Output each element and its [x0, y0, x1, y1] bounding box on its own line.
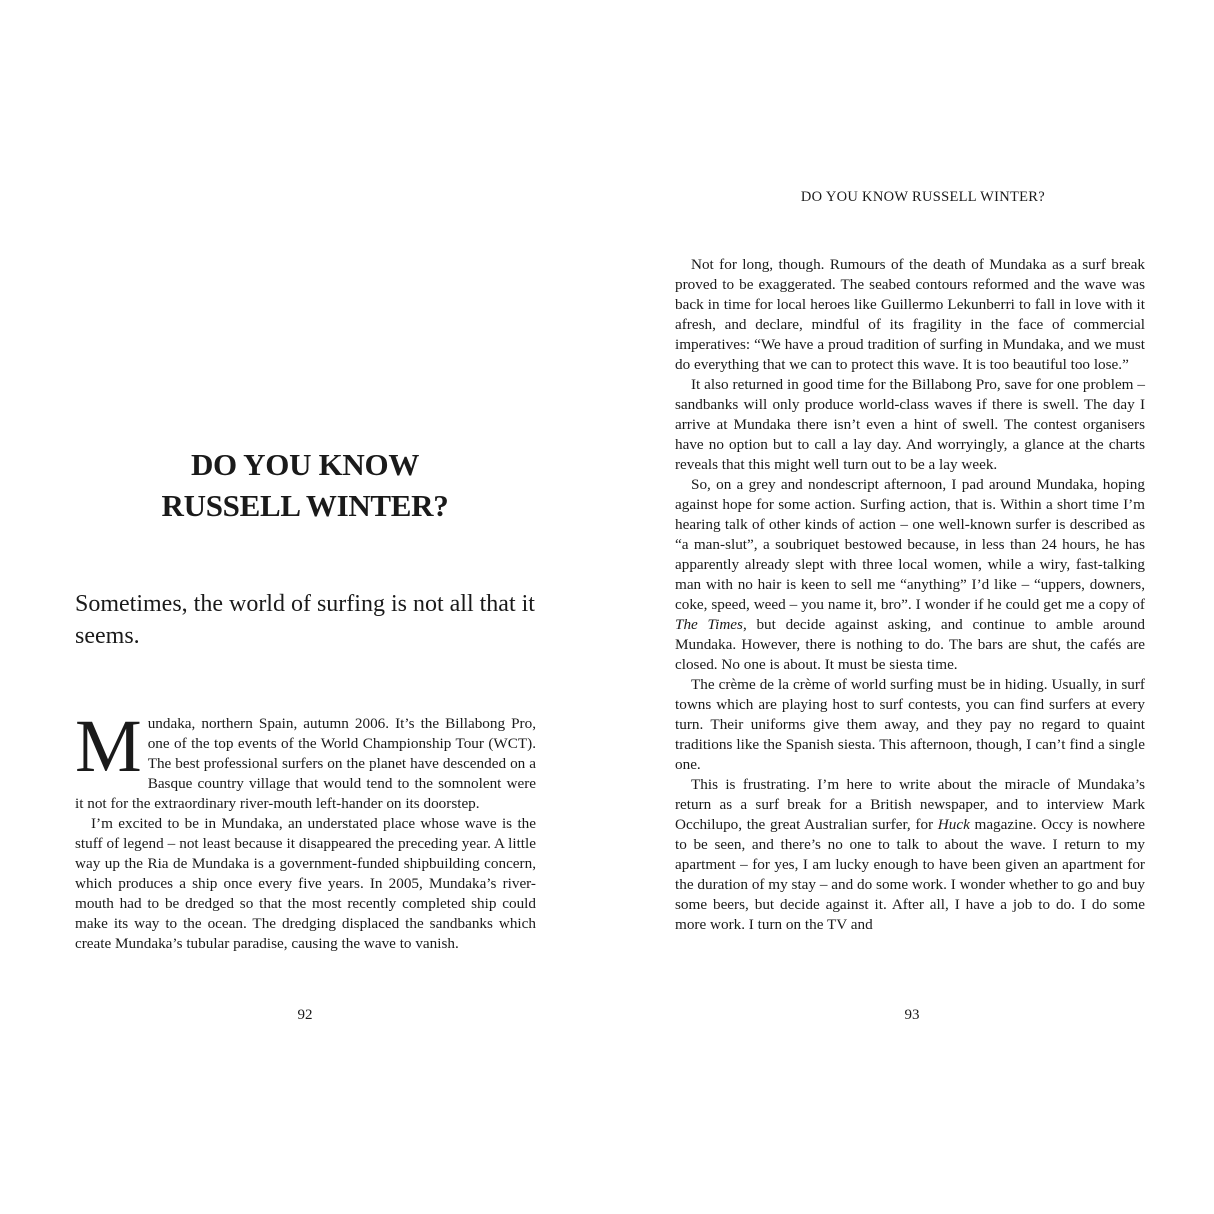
paragraph: It also returned in good time for the Billabong Pro, save for one problem – sandbanks will only produce world-class waves if there is swell. The day I arrive at Mundaka there isn’t even a hint of swell. The contest organisers have no option but to call a lay day. And worryingly, a glance at the charts reveals that this might well turn out to be a lay week. [675, 376, 1145, 473]
paragraph-text: So, on a grey and nondescript afternoon, I pad around Mundaka, hoping against hope for some action. Surfing action, that is. Within a short time I’m hearing talk of other kinds of action – one well-known surfer is described as “a man-slut”, a soubriquet bestowed because, in less than 24 hours, he has apparently already slept with three local women, while a wiry, fast-talking man with no hair is keen to sell me “anything” I’d like – “uppers, downers, coke, speed, weed – you name it, bro”. I wonder if he could get me a copy of [675, 476, 1145, 613]
paragraph: The crème de la crème of world surfing must be in hiding. Usually, in surf towns which are playing host to surf contests, you can find surfers at every turn. Their uniforms give them away, and they pay no regard to quaint traditions like the Spanish siesta. This afternoon, though, I can’t find a single one. [675, 676, 1145, 773]
paragraph-text: magazine. Occy is nowhere to be seen, and there’s no one to talk to about the wave. I return to my apartment – for yes, I am lucky enough to have been given an apartment for the duration of my stay – and do some work. I wonder whether to go and buy some beers, but decide against it. After all, I have a job to do. I do some more work. I turn on the TV and [675, 816, 1145, 933]
magazine-title: Huck [937, 816, 970, 833]
paragraph: I’m excited to be in Mundaka, an understated place whose wave is the stuff of legend – not least because it disappeared the preceding year. A little way up the Ria de Mundaka is a government-funded shipbuilding concern, which produces a ship once every five years. In 2005, Mundaka’s river-mouth had to be dredged so that the most recently completed ship could make its way to the ocean. The dredging displaced the sandbanks which create Mundaka’s tubular paradise, causing the wave to vanish. [75, 815, 536, 952]
running-head: DO YOU KNOW RUSSELL WINTER? [800, 189, 1045, 205]
right-body-text [675, 255, 1145, 935]
newspaper-title: The Times [675, 616, 743, 633]
paragraph: Not for long, though. Rumours of the death of Mundaka as a surf break proved to be exaggerated. The seabed contours reformed and the wave was back in time for local heroes like Guillermo Lekunberri to fall in love with it afresh, and declare, mindful of its fragility in the face of commercial imperatives: “We have a proud tradition of surfing in Mundaka, and we must do everything that we can to protect this wave. It is too beautiful too lose.” [675, 256, 1145, 373]
paragraph [675, 775, 1145, 935]
page-number: 93 [904, 1007, 920, 1023]
chapter-title [75, 444, 535, 526]
paragraph [675, 475, 1145, 675]
paragraph-text: undaka, northern Spain, autumn 2006. It’s the Billabong Pro, one of the top events of the World Championship Tour (WCT). The best professional surfers on the planet have descended on a Basque country village that would tend to the somnolent were it not for the extraordinary river-mouth left-hander on its doorstep. [75, 715, 536, 812]
paragraph [75, 705, 536, 814]
paragraph-text: This is frustrating. I’m here to write about the miracle of Mundaka’s return as a surf break for a British newspaper, and to interview Mark Occhilupo, the great Australian surfer, for [675, 776, 1145, 833]
drop-cap: M [75, 705, 142, 788]
page-number: 92 [297, 1007, 313, 1023]
chapter-title-line2: RUSSELL WINTER? [161, 488, 449, 523]
chapter-title-line1: DO YOU KNOW [190, 447, 420, 482]
chapter-subtitle: Sometimes, the world of surfing is not all that it seems. [75, 591, 535, 649]
paragraph-text: , but decide against asking, and continue to amble around Mundaka. However, there is nothing to do. The bars are shut, the cafés are closed. No one is about. It must be siesta time. [675, 616, 1146, 673]
left-body-text [75, 705, 536, 954]
right-page [607, 0, 1214, 1214]
